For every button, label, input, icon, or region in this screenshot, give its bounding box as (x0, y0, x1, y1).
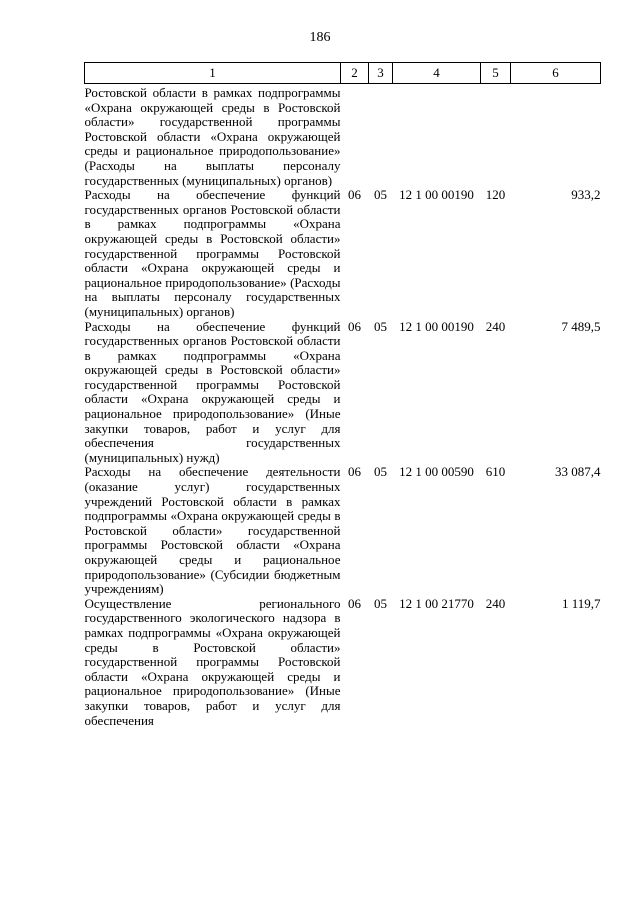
row-description: Расходы на обеспечение функций государственных органов Ростовской области в рамках подпрограммы «Охрана окружающей среды в Ростовской области» государственной программы Ростовской области «Охрана окружающей среды и рациональное природопользование» (Расходы на выплаты персоналу государственных (муниципальных) органов) (84, 187, 341, 319)
table-row (85, 597, 601, 728)
row-section (341, 84, 369, 189)
row-amount: 1 119,7 (561, 595, 601, 611)
row-section: 06 (348, 595, 361, 611)
table-body (85, 84, 601, 729)
table-row (85, 320, 601, 466)
table-row (85, 84, 601, 189)
row-target-code: 12 1 00 00590 (399, 464, 474, 480)
header-col-4: 4 (393, 63, 481, 84)
row-expense-type: 610 (485, 464, 506, 480)
row-amount: 7 489,5 (561, 318, 601, 334)
row-section: 06 (348, 187, 361, 203)
budget-table (84, 62, 601, 728)
row-expense-type (481, 84, 511, 189)
row-target-code: 12 1 00 21770 (399, 595, 474, 611)
row-description: Ростовской области в рамках подпрограммы «Охрана окружающей среды в Ростовской области» государственной программы Ростовской области «Охрана окружающей среды и рациональное природопользование» (Расходы на выплаты персоналу государственных (муниципальных) органов) (84, 85, 341, 188)
row-amount: 933,2 (571, 187, 601, 203)
header-col-6: 6 (511, 63, 601, 84)
row-subsection: 05 (374, 595, 387, 611)
header-col-3: 3 (369, 63, 393, 84)
row-section: 06 (348, 464, 361, 480)
row-expense-type: 120 (485, 187, 506, 203)
table-header (85, 63, 601, 84)
row-description: Осуществление регионального государственного экологического надзора в рамках подпрограммы «Охрана окружающей среды в Ростовской области» государственной программы Ростовской области «Охрана окружающей среды и рациональное природопользование» (Иные закупки товаров, работ и услуг для обеспечения (84, 595, 341, 728)
row-subsection (369, 84, 393, 189)
header-col-5: 5 (481, 63, 511, 84)
row-description: Расходы на обеспечение деятельности (оказание услуг) государственных учреждений Ростовской области в рамках подпрограммы «Охрана окружающей среды в Ростовской области» государственной программы Ростовской области «Охрана окружающей среды и рациональное природопользование» (Субсидии бюджетным учреждениям) (84, 464, 341, 597)
row-target-code: 12 1 00 00190 (399, 318, 474, 334)
page-number: 186 (309, 30, 331, 45)
row-subsection: 05 (374, 318, 387, 334)
row-section: 06 (348, 318, 361, 334)
row-target-code: 12 1 00 00190 (399, 187, 474, 203)
header-row (85, 63, 601, 84)
header-col-1: 1 (85, 63, 341, 84)
row-amount (511, 84, 601, 189)
row-expense-type: 240 (485, 595, 506, 611)
table-row (85, 188, 601, 319)
row-target-code (393, 84, 481, 189)
row-description: Расходы на обеспечение функций государственных органов Ростовской области в рамках подпрограммы «Охрана окружающей среды в Ростовской области» государственной программы Ростовской области «Охрана окружающей среды и рациональное природопользование» (Иные закупки товаров, работ и услуг для обеспечения государственных (муниципальных) нужд) (84, 318, 341, 465)
row-expense-type: 240 (485, 318, 506, 334)
row-amount: 33 087,4 (555, 464, 601, 480)
row-subsection: 05 (374, 464, 387, 480)
table-row (85, 465, 601, 596)
header-col-2: 2 (341, 63, 369, 84)
row-subsection: 05 (374, 187, 387, 203)
